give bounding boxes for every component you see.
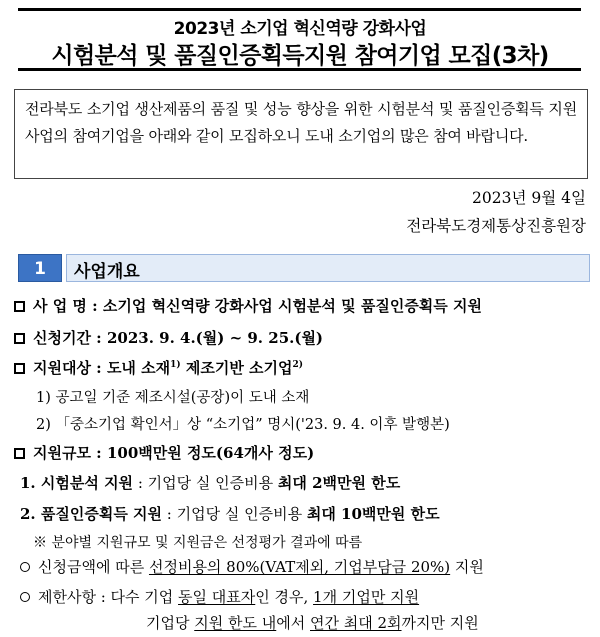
item-business-name: 사 업 명 : 소기업 혁신역량 강화사업 시험분석 및 품질인증획득 지원 [14, 295, 482, 316]
item-application-period: 신청기간 : 2023. 9. 4.(월) ~ 9. 25.(월) [14, 327, 323, 348]
bullet-restrictions: 제한사항 : 다수 기업 동일 대표자인 경우, 1개 기업만 지원 [20, 586, 419, 607]
page-title: 시험분석 및 품질인증획득지원 참여기업 모집(3차) [51, 43, 549, 69]
intro-text: 전라북도 소기업 생산제품의 품질 및 성능 향상을 위한 시험분석 및 품질인증획득 지원사업의 참여기업을 아래와 같이 모집하오니 도내 소기업의 많은 참여 바랍니다. [25, 100, 577, 145]
circle-bullet-icon [20, 562, 30, 572]
square-bullet-icon [14, 363, 25, 374]
circle-bullet-icon [20, 592, 30, 602]
item-target: 지원대상 : 도내 소재$^{1)}$ 제조기반 소기업$^{2)}$ [14, 357, 303, 378]
square-bullet-icon [14, 333, 25, 344]
remark-note: ※ 분야별 지원규모 및 지원금은 선정평가 결과에 따름 [33, 535, 363, 551]
bullet-restrictions-continued: 기업당 지원 한도 내에서 연간 최대 2회까지만 지원 [146, 614, 479, 632]
bullet-support-ratio: 신청금액에 따른 선정비용의 80%(VAT제외, 기업부담금 20%) 지원 [20, 556, 484, 577]
intro-box [14, 89, 588, 179]
footnote-2: 2) 「중소기업 확인서」상 “소기업” 명시('23. 9. 4. 이후 발행본) [36, 417, 450, 433]
square-bullet-icon [14, 448, 25, 459]
footnote-1: 1) 공고일 기준 제조시설(공장)이 도내 소재 [36, 390, 310, 406]
sub-item-test-analysis: 1. 시험분석 지원 : 기업당 실 인증비용 최대 2백만원 한도 [20, 474, 401, 492]
page-subtitle: 2023년 소기업 혁신역량 강화사업 [173, 19, 427, 39]
notice-date: 2023년 9월 4일 [472, 189, 586, 207]
section-number-badge: 1 [18, 254, 62, 282]
sub-item-quality-cert: 2. 품질인증획득 지원 : 기업당 실 인증비용 최대 10백만원 한도 [20, 505, 440, 523]
section-title-bar [66, 254, 590, 282]
organization-name: 전라북도경제통상진흥원장 [406, 217, 586, 235]
section-title: 사업개요 [74, 262, 140, 282]
item-support-scale: 지원규모 : 100백만원 정도(64개사 정도) [14, 442, 314, 463]
square-bullet-icon [14, 301, 25, 312]
